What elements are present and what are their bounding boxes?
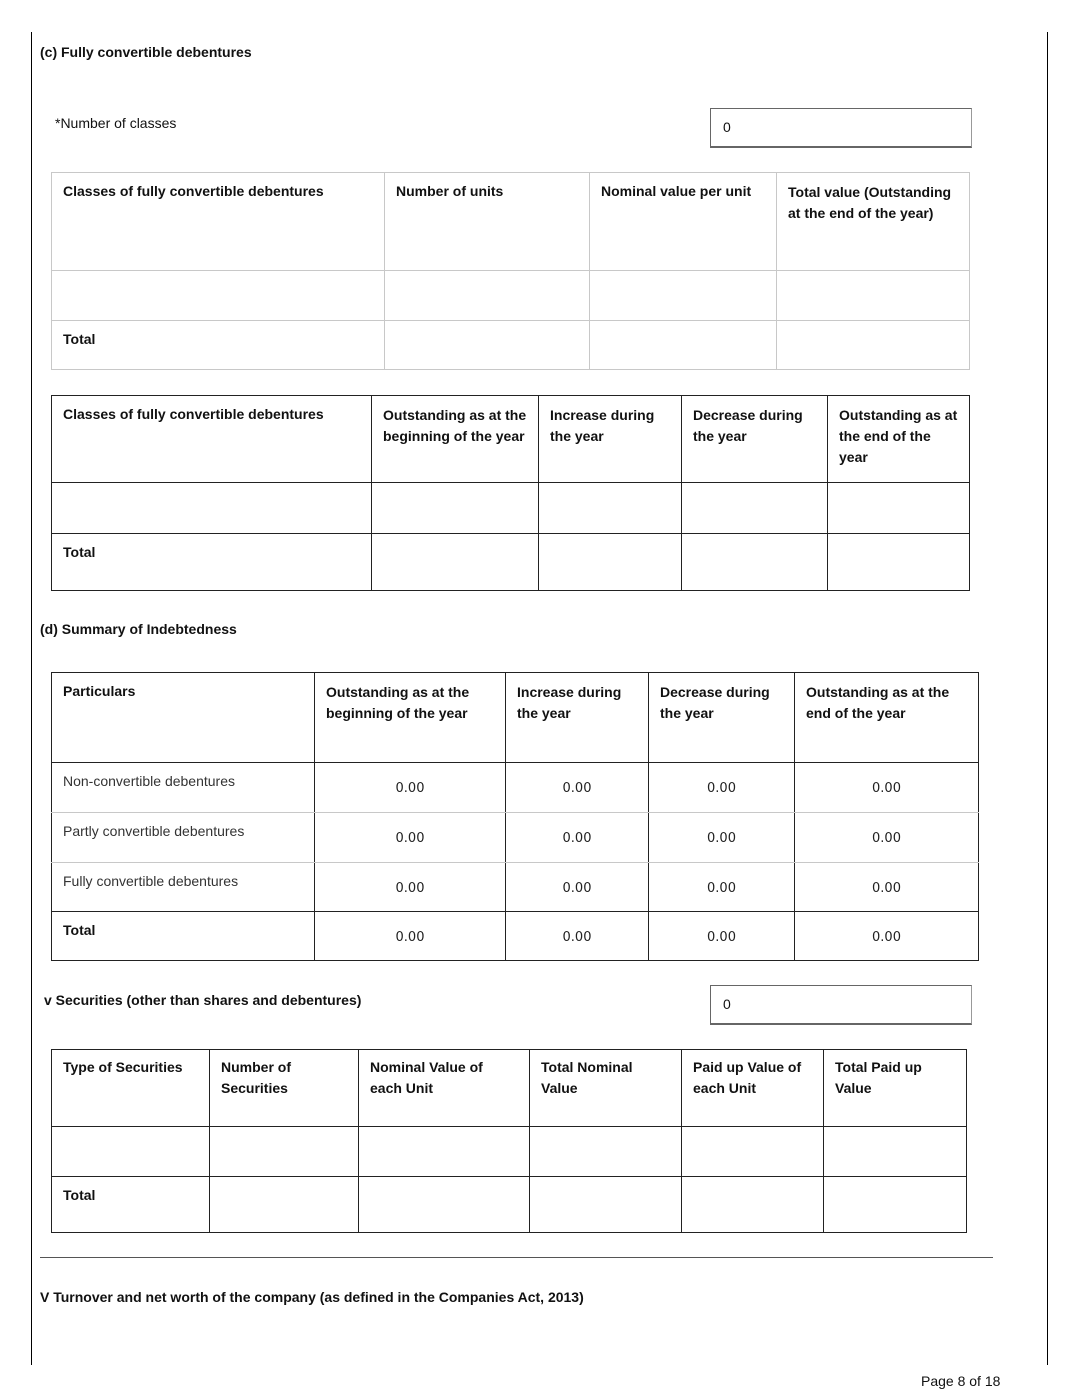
total-label: Total [52, 1177, 210, 1233]
page-border-left [31, 32, 32, 1365]
fcd-movement-table [51, 395, 970, 591]
indebtedness-table [51, 672, 979, 961]
row-label: Partly convertible debentures [52, 813, 315, 863]
table-cell[interactable] [210, 1177, 359, 1233]
value-cell: 0.00 [506, 813, 649, 863]
table-header-row [52, 1050, 967, 1127]
table-row [52, 483, 970, 534]
table-cell[interactable] [682, 1127, 824, 1177]
table-cell[interactable] [372, 483, 539, 534]
value-cell: 0.00 [649, 912, 795, 961]
value-cell: 0.00 [315, 912, 506, 961]
table-cell[interactable] [530, 1127, 682, 1177]
col-header: Outstanding as at the end of the year [795, 673, 979, 763]
col-header: Decrease during the year [649, 673, 795, 763]
row-label: Fully convertible debentures [52, 863, 315, 912]
table-row [52, 271, 970, 321]
col-header: Number of Securities [210, 1050, 359, 1127]
table-cell[interactable] [682, 534, 828, 591]
table-cell[interactable] [372, 534, 539, 591]
table-row [52, 763, 979, 813]
table-cell[interactable] [539, 483, 682, 534]
col-header: Total value (Outstanding at the end of the year) [777, 173, 970, 271]
section-v-securities-title: v Securities (other than shares and debentures) [44, 992, 362, 1008]
securities-table [51, 1049, 967, 1233]
page-number: Page 8 of 18 [921, 1373, 1001, 1389]
table-cell[interactable] [777, 321, 970, 370]
value-cell: 0.00 [506, 912, 649, 961]
table-cell[interactable] [539, 534, 682, 591]
table-cell[interactable] [210, 1127, 359, 1177]
col-header: Outstanding as at the beginning of the year [372, 396, 539, 483]
page-border-right [1047, 32, 1048, 1365]
table-cell[interactable] [824, 1127, 967, 1177]
table-cell[interactable] [828, 483, 970, 534]
col-header: Outstanding as at the beginning of the year [315, 673, 506, 763]
value-cell: 0.00 [649, 813, 795, 863]
value-cell: 0.00 [315, 863, 506, 912]
table-row [52, 1127, 967, 1177]
section-divider [40, 1257, 993, 1258]
table-cell[interactable] [530, 1177, 682, 1233]
value-cell: 0.00 [795, 912, 979, 961]
number-of-classes-label: *Number of classes [55, 115, 177, 131]
col-header: Increase during the year [506, 673, 649, 763]
value-cell: 0.00 [795, 863, 979, 912]
value-cell: 0.00 [795, 813, 979, 863]
table-cell[interactable] [590, 321, 777, 370]
col-header: Decrease during the year [682, 396, 828, 483]
fcd-classes-table [51, 172, 970, 370]
table-total-row [52, 912, 979, 961]
number-of-classes-field[interactable]: 0 [710, 108, 972, 148]
value-cell: 0.00 [795, 763, 979, 813]
col-header: Number of units [385, 173, 590, 271]
table-header-row [52, 173, 970, 271]
value-cell: 0.00 [649, 863, 795, 912]
section-turnover-title: V Turnover and net worth of the company (as defined in the Companies Act, 2013) [40, 1289, 584, 1305]
table-header-row [52, 673, 979, 763]
col-header: Total Nominal Value [530, 1050, 682, 1127]
table-row [52, 813, 979, 863]
table-cell[interactable] [359, 1177, 530, 1233]
table-cell[interactable] [385, 271, 590, 321]
value-cell: 0.00 [506, 863, 649, 912]
table-cell[interactable] [777, 271, 970, 321]
table-header-row [52, 396, 970, 483]
table-cell[interactable] [359, 1127, 530, 1177]
section-d-title: (d) Summary of Indebtedness [40, 621, 237, 637]
col-header: Classes of fully convertible debentures [52, 396, 372, 483]
col-header: Nominal Value of each Unit [359, 1050, 530, 1127]
table-cell[interactable] [682, 1177, 824, 1233]
value-cell: 0.00 [506, 763, 649, 813]
table-row [52, 863, 979, 912]
section-c-title: (c) Fully convertible debentures [40, 44, 252, 60]
table-cell[interactable] [824, 1177, 967, 1233]
col-header: Increase during the year [539, 396, 682, 483]
col-header: Type of Securities [52, 1050, 210, 1127]
value-cell: 0.00 [649, 763, 795, 813]
table-cell[interactable] [682, 483, 828, 534]
securities-count-field[interactable]: 0 [710, 985, 972, 1025]
total-label: Total [52, 534, 372, 591]
table-cell[interactable] [385, 321, 590, 370]
table-cell[interactable] [52, 483, 372, 534]
table-total-row [52, 321, 970, 370]
table-cell[interactable] [52, 271, 385, 321]
total-label: Total [52, 912, 315, 961]
col-header: Nominal value per unit [590, 173, 777, 271]
table-total-row [52, 1177, 967, 1233]
table-cell[interactable] [828, 534, 970, 591]
table-cell[interactable] [52, 1127, 210, 1177]
col-header: Particulars [52, 673, 315, 763]
col-header: Paid up Value of each Unit [682, 1050, 824, 1127]
total-label: Total [52, 321, 385, 370]
col-header: Classes of fully convertible debentures [52, 173, 385, 271]
table-total-row [52, 534, 970, 591]
value-cell: 0.00 [315, 813, 506, 863]
value-cell: 0.00 [315, 763, 506, 813]
table-cell[interactable] [590, 271, 777, 321]
col-header: Outstanding as at the end of the year [828, 396, 970, 483]
col-header: Total Paid up Value [824, 1050, 967, 1127]
row-label: Non-convertible debentures [52, 763, 315, 813]
